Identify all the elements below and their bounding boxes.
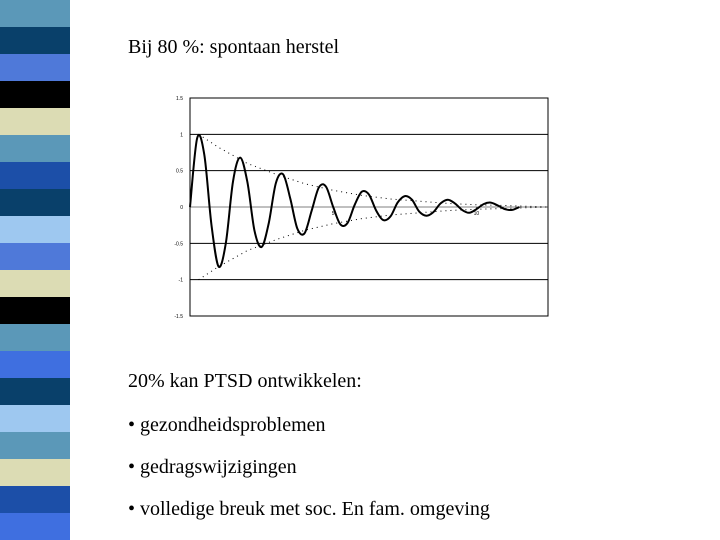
stripe-segment — [0, 81, 70, 108]
stripe-segment — [0, 486, 70, 513]
stripe-segment — [0, 216, 70, 243]
stripe-segment — [0, 459, 70, 486]
text-line-ptsd: 20% kan PTSD ontwikkelen: — [128, 370, 362, 392]
stripe-segment — [0, 351, 70, 378]
stripe-segment — [0, 243, 70, 270]
stripe-segment — [0, 270, 70, 297]
stripe-segment — [0, 0, 70, 27]
stripe-segment — [0, 324, 70, 351]
stripe-segment — [0, 378, 70, 405]
damped-oscillation-chart — [165, 88, 565, 328]
x-tick-label: 5 — [331, 211, 335, 217]
stripe-segment — [0, 135, 70, 162]
stripe-segment — [0, 513, 70, 540]
slide-title: Bij 80 %: spontaan herstel — [128, 36, 340, 58]
stripe-segment — [0, 54, 70, 81]
y-tick-label: 0 — [180, 205, 183, 211]
x-tick-label: 10 — [473, 211, 480, 217]
bullet-gedragswijzigingen: • gedragswijzigingen — [128, 456, 297, 478]
stripe-segment — [0, 432, 70, 459]
y-tick-label: 1.5 — [176, 96, 183, 102]
stripe-segment — [0, 162, 70, 189]
y-tick-label: 0.5 — [176, 168, 183, 175]
y-tick-label: -0.5 — [174, 241, 183, 248]
stripe-segment — [0, 405, 70, 432]
y-tick-label: 1 — [180, 132, 183, 139]
stripe-segment — [0, 297, 70, 324]
decorative-stripe — [0, 0, 70, 540]
bullet-gezondheidsproblemen: • gezondheidsproblemen — [128, 414, 326, 436]
stripe-segment — [0, 189, 70, 216]
bullet-breuk-omgeving: • volledige breuk met soc. En fam. omgeving — [128, 498, 490, 520]
stripe-segment — [0, 27, 70, 54]
y-tick-label: -1 — [178, 277, 183, 284]
y-tick-label: -1.5 — [174, 314, 183, 320]
stripe-segment — [0, 108, 70, 135]
oscillation-line — [190, 135, 519, 267]
